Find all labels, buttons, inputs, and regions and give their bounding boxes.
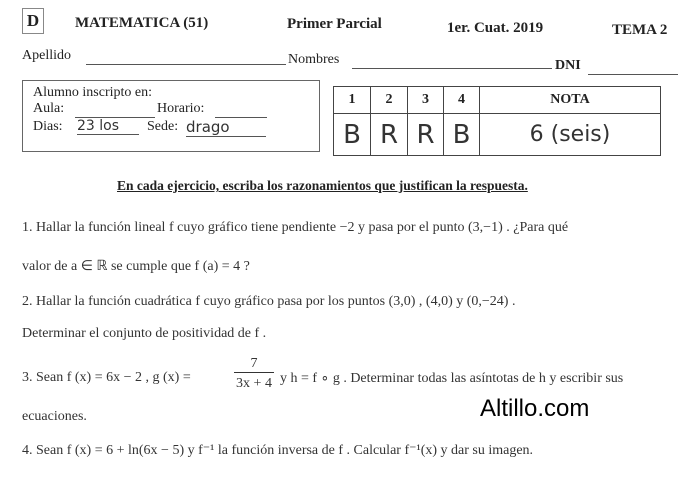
horario-label: Horario:: [157, 101, 205, 116]
grade-header: 4: [444, 87, 480, 114]
dias-label: Dias:: [33, 119, 63, 134]
apellido-label: Apellido: [22, 48, 71, 63]
subject-title: MATEMATICA (51): [75, 15, 209, 31]
question-3-line-1a: 3. Sean f (x) = 6x − 2 , g (x) =: [22, 370, 191, 385]
nombres-label: Nombres: [288, 52, 340, 67]
nota-value: 6 (seis): [480, 114, 661, 156]
exam-name: Primer Parcial: [287, 16, 382, 32]
nombres-field[interactable]: [352, 68, 552, 69]
question-2-line-1: 2. Hallar la función cuadrática f cuyo gráfico pasa por los puntos (3,0) , (4,0) y (0,−24) .: [22, 294, 516, 309]
fraction-denominator: 3x + 4: [236, 376, 272, 391]
tema-letter-box: D: [22, 8, 44, 34]
question-1-line-2: valor de a ∈ ℝ se cumple que f (a) = 4 ?: [22, 259, 250, 274]
grade-header: 1: [334, 87, 371, 114]
instruction: En cada ejercicio, escriba los razonamientos que justifican la respuesta.: [117, 178, 528, 193]
sede-value: drago: [186, 118, 266, 137]
aula-label: Aula:: [33, 101, 65, 116]
question-3-line-1b: y h = f ∘ g . Determinar todas las asíntotas de h y escribir sus: [280, 371, 624, 386]
sede-label: Sede:: [147, 119, 179, 134]
inscription-title: Alumno inscripto en:: [33, 85, 152, 100]
grade-header: 3: [408, 87, 444, 114]
question-3-line-2: ecuaciones.: [22, 409, 87, 424]
grade-value: R: [371, 114, 408, 156]
watermark: Altillo.com: [480, 395, 590, 422]
nota-header: NOTA: [480, 87, 661, 114]
question-4-line-1: 4. Sean f (x) = 6 + ln(6x − 5) y f⁻¹ la función inversa de f . Calcular f⁻¹(x) y dar su imagen.: [22, 443, 534, 458]
grade-value: B: [334, 114, 371, 156]
apellido-field[interactable]: [86, 64, 286, 65]
grade-header: 2: [371, 87, 408, 114]
fraction-numerator: 7: [234, 356, 274, 373]
tema: TEMA 2: [612, 22, 668, 38]
dias-value: 23 los: [77, 118, 139, 135]
dni-label: DNI: [555, 58, 581, 73]
term: 1er. Cuat. 2019: [447, 20, 544, 36]
inscription-box: [22, 80, 320, 152]
dni-field[interactable]: [588, 74, 678, 75]
question-2-line-2: Determinar el conjunto de positividad de f .: [22, 326, 267, 341]
grades-table: [333, 86, 661, 156]
question-1-line-1: 1. Hallar la función lineal f cuyo gráfico tiene pendiente −2 y pasa por el punto (3,−1) . ¿Para qué: [22, 220, 569, 235]
grade-value: R: [408, 114, 444, 156]
grade-value: B: [444, 114, 480, 156]
